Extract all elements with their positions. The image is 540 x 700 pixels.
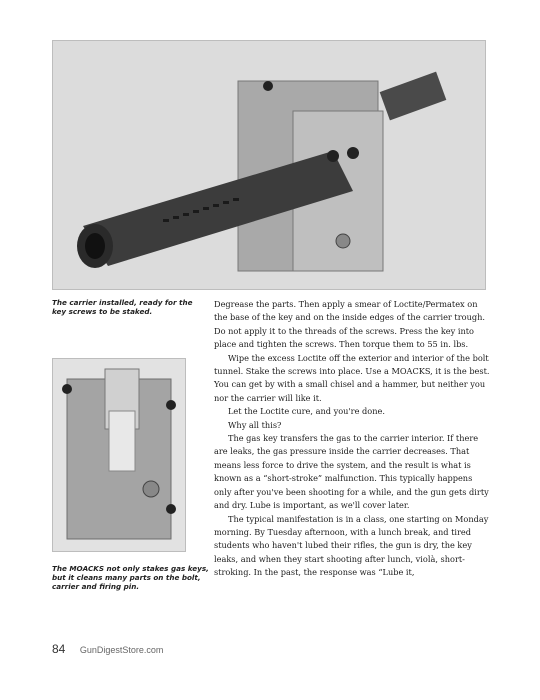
body-text <box>214 298 490 580</box>
photo-carrier-installed <box>52 40 486 290</box>
paragraph: Let the Loctite cure, and you're done. <box>228 406 385 417</box>
moacks-illustration <box>53 359 185 551</box>
paragraph: Wipe the excess Loctite off the exterior and interior of the bolt tunnel. Stake the screws into place. Use a MOACKS, it is the best. You can get by with a small chisel and a hammer, but neither you nor the carrier will like it. <box>214 352 490 403</box>
photo-moacks-tool <box>52 358 186 552</box>
paragraph: The typical manifestation is in a class, one starting on Monday morning. By Tuesday afternoon, with a lunch break, and tired students who haven't lubed their rifles, the gun is dry, the key leaks, and when they start shooting after lunch, violà, short-stroking. In the past, the response was “Lube it, <box>214 513 489 578</box>
paragraph: Why all this? <box>228 419 282 430</box>
carrier-illustration <box>53 41 485 289</box>
page-footer <box>52 640 163 658</box>
caption-moacks: The MOACKS not only stakes gas keys, but it cleans many parts on the bolt, carrier and firing pin. <box>52 564 209 591</box>
paragraph: Degrease the parts. Then apply a smear of Loctite/Permatex on the base of the key and on the inside edges of the carrier trough. Do not apply it to the threads of the screws. Press the key into place and tighten the screws. Then torque them to 55 in. lbs. <box>214 299 485 350</box>
footer-site-link: GunDigestStore.com <box>79 645 164 655</box>
caption-carrier-installed: The carrier installed, ready for the key screws to be staked. <box>52 298 193 316</box>
page-number: 84 <box>52 642 66 656</box>
paragraph: The gas key transfers the gas to the carrier interior. If there are leaks, the gas pressure inside the carrier decreases. That means less force to drive the system, and the result is what is known as a “short-stroke” malfunction. This typically happens only after you've been shooting for a while, and the gun gets dirty and dry. Lube is important, as we'll cover later. <box>214 433 489 511</box>
